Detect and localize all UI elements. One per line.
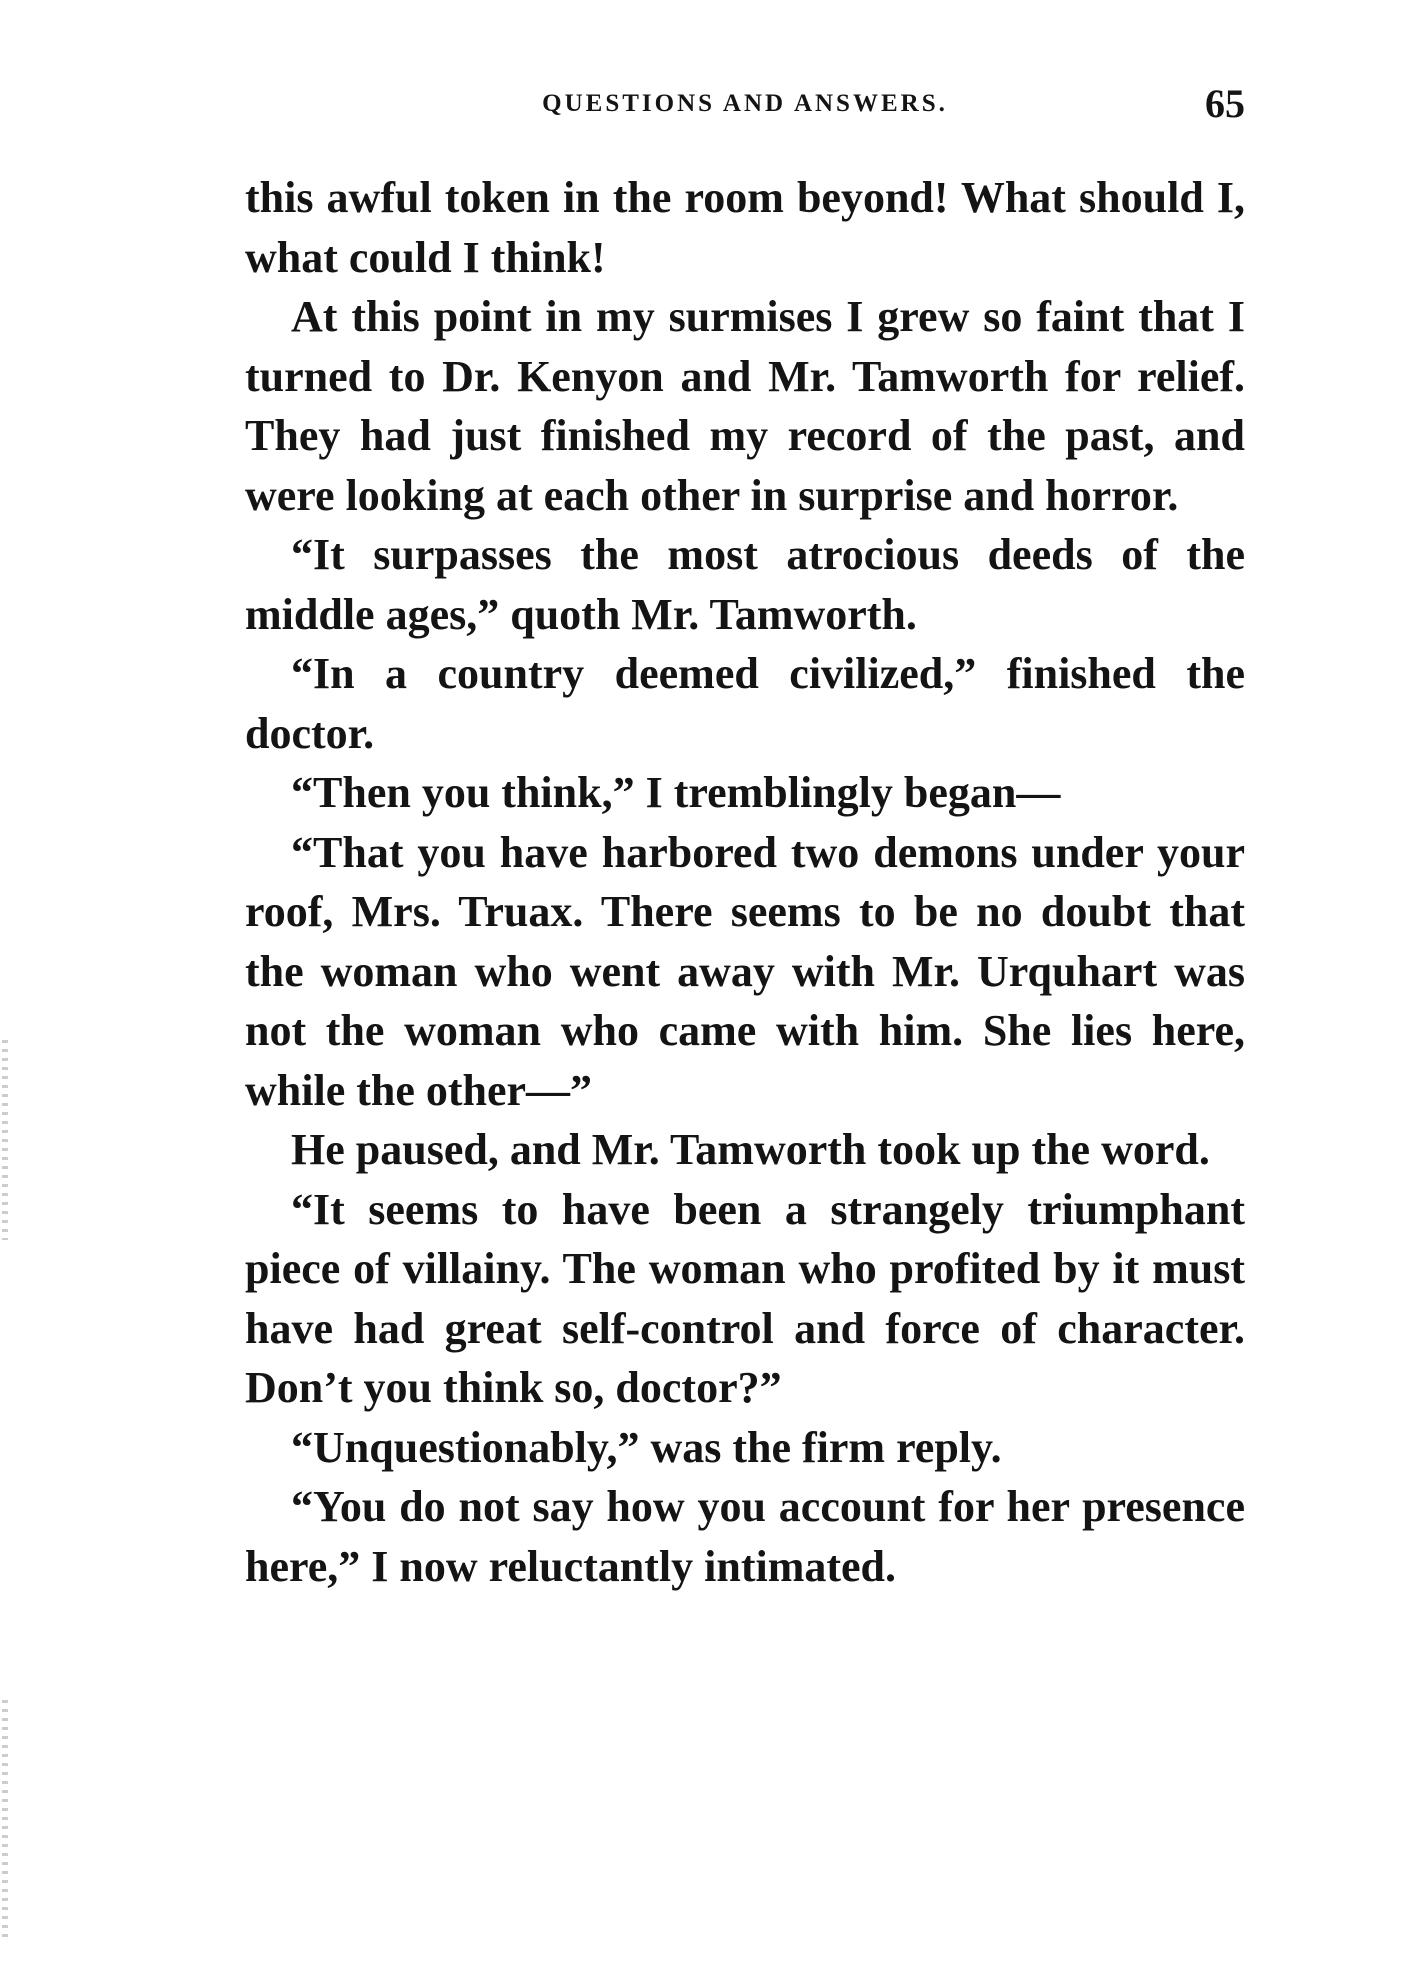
paragraph-10: “You do not say how you account for her presence here,” I now reluctantly intimated. [245, 1482, 1245, 1591]
running-head [245, 81, 1245, 126]
paragraph-6: “That you have harbored two demons under your roof, Mrs. Truax. There seems to be no doubt that the woman who went away with Mr. Urquhart was not the woman who came with him. She lies here, while the other—” [245, 827, 1245, 1115]
page-number: 65 [1205, 81, 1245, 126]
paragraph-7: He paused, and Mr. Tamworth took up the word. [291, 1125, 1210, 1174]
paragraph-4: “In a country deemed civilized,” finished the doctor. [245, 649, 1245, 758]
paragraph-9: “Unquestionably,” was the firm reply. [291, 1422, 1002, 1472]
running-title: QUESTIONS AND ANSWERS. [542, 90, 948, 117]
paragraph-1: this awful token in the room beyond! What should I, what could I think! [245, 173, 1245, 282]
scan-edge-mark [2, 1040, 8, 1240]
paragraph-8: “It seems to have been a strangely triumphant piece of villainy. The woman who profited by it must have had great self-control and force of character. Don’t you think so, doctor?” [245, 1184, 1245, 1412]
scan-edge-mark [2, 1700, 8, 1940]
paragraph-2: At this point in my surmises I grew so faint that I turned to Dr. Kenyon and Mr. Tamworth for relief. They had just finished my record of the past, and were looking at each other in surprise and horror. [245, 292, 1245, 520]
paragraph-3: “It surpasses the most atrocious deeds of the middle ages,” quoth Mr. Tamworth. [245, 530, 1245, 639]
body-text [245, 168, 1245, 1596]
paragraph-5: “Then you think,” I tremblingly began— [291, 768, 1061, 817]
